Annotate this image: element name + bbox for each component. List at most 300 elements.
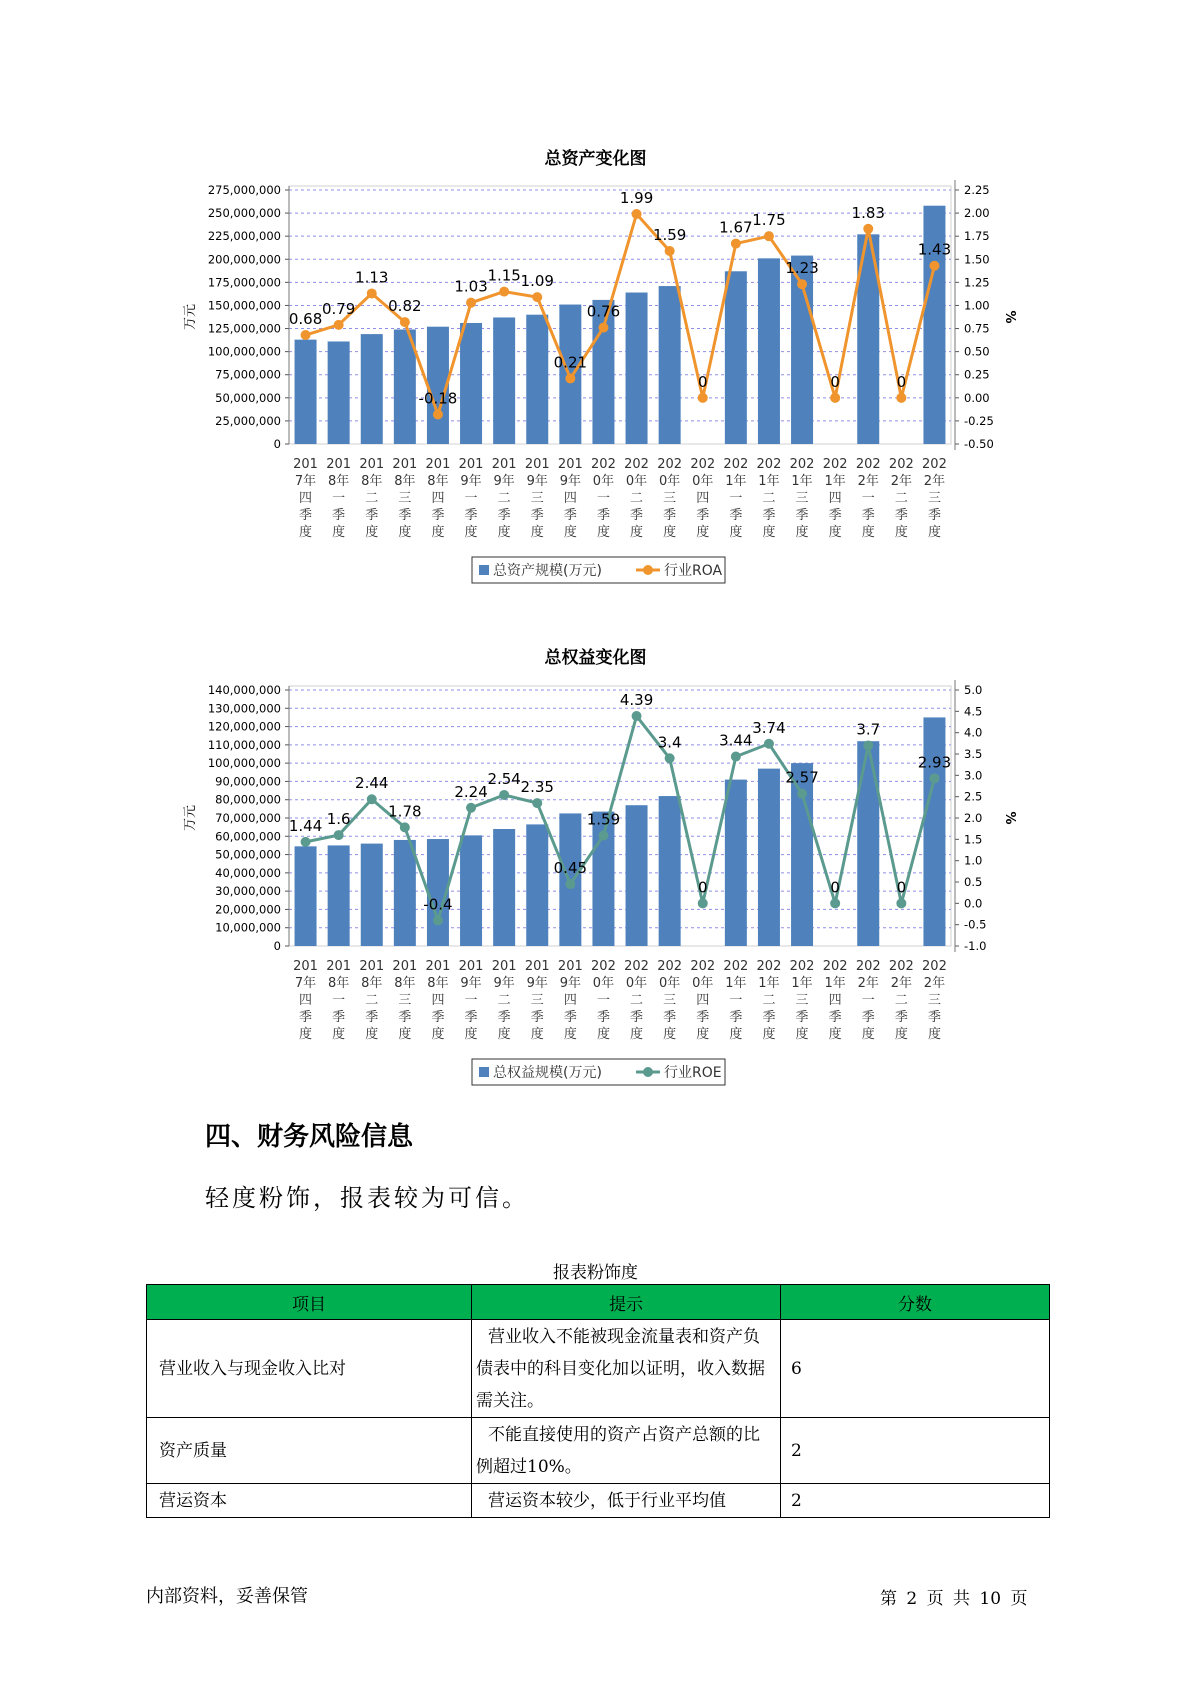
category-label: 二 [894, 491, 908, 506]
chart-title-equity: 总权益变化图 [544, 648, 647, 668]
category-label: 8年 [328, 976, 350, 991]
data-label: 1.75 [752, 211, 786, 230]
category-label: 2年 [857, 474, 879, 489]
bar [725, 271, 747, 444]
category-label: 季 [630, 1010, 644, 1025]
right-tick-label: 2.0 [964, 811, 983, 825]
data-label: 2.54 [487, 769, 521, 788]
category-label: 度 [630, 525, 644, 540]
chart-title-assets: 总资产变化图 [544, 149, 647, 169]
category-label: 三 [795, 491, 809, 506]
data-label: 1.09 [520, 272, 554, 291]
category-label: 202 [723, 457, 749, 472]
category-label: 度 [795, 1027, 809, 1042]
legend-line-label: 行业ROA [664, 563, 723, 579]
category-label: 三 [398, 491, 412, 506]
category-label: 季 [530, 1010, 544, 1025]
category-label: 季 [398, 1010, 412, 1025]
category-label: 度 [696, 525, 710, 540]
legend-bar-swatch [479, 1067, 489, 1077]
category-label: 0年 [659, 474, 681, 489]
category-label: 度 [927, 1027, 941, 1042]
category-label: 季 [365, 508, 379, 523]
legend-bar-label: 总权益规模(万元) [493, 1065, 602, 1081]
left-tick-label: 100,000,000 [207, 344, 281, 359]
category-label: 202 [690, 457, 716, 472]
total-equity-chart [0, 500, 1191, 1100]
right-axis-label: % [1002, 811, 1017, 825]
right-tick-label: 2.00 [964, 206, 990, 221]
category-label: 1年 [758, 474, 780, 489]
category-label: 季 [696, 1010, 710, 1025]
category-label: 度 [828, 525, 842, 540]
category-label: 季 [398, 508, 412, 523]
data-label: 1.23 [785, 259, 819, 278]
line-point [863, 224, 873, 234]
category-label: 季 [894, 1010, 908, 1025]
category-label: 8年 [427, 474, 449, 489]
category-label: 一 [464, 491, 478, 506]
left-tick-label: 60,000,000 [215, 829, 281, 844]
right-tick-label: 0.25 [964, 367, 990, 382]
row-item: 营运资本 [147, 1484, 472, 1518]
category-label: 201 [524, 959, 550, 974]
category-label: 度 [431, 525, 445, 540]
category-label: 季 [729, 1010, 743, 1025]
category-label: 四 [696, 491, 710, 506]
category-label: 度 [497, 1027, 511, 1042]
line-point [731, 752, 741, 762]
row-score: 2 [781, 1484, 1050, 1518]
data-label: 0 [830, 878, 840, 897]
bar [460, 835, 482, 946]
left-axis-label: 万元 [183, 804, 198, 832]
category-label: 9年 [526, 976, 548, 991]
category-label: 季 [927, 1010, 941, 1025]
category-label: 201 [359, 457, 385, 472]
data-label: 0.68 [288, 310, 323, 329]
data-label: 1.15 [487, 266, 521, 285]
category-label: 度 [861, 1027, 875, 1042]
category-label: 四 [828, 491, 842, 506]
line-point [565, 373, 575, 383]
bar [460, 323, 482, 444]
row-score: 6 [781, 1320, 1050, 1418]
line-point [698, 393, 708, 403]
category-label: 季 [861, 1010, 875, 1025]
left-tick-label: 10,000,000 [215, 920, 281, 935]
category-label: 度 [927, 525, 941, 540]
category-label: 季 [563, 508, 577, 523]
bar [592, 300, 614, 444]
category-label: 9年 [460, 976, 482, 991]
category-label: 9年 [460, 474, 482, 489]
right-tick-label: 1.50 [964, 252, 990, 267]
category-label: 二 [365, 993, 379, 1008]
category-label: 201 [293, 959, 318, 974]
bar [923, 717, 945, 946]
category-label: 1年 [725, 474, 747, 489]
category-label: 202 [822, 959, 848, 974]
category-label: 季 [894, 508, 908, 523]
left-tick-label: 20,000,000 [215, 902, 281, 917]
category-label: 201 [326, 959, 352, 974]
line-point [301, 330, 311, 340]
line-point [367, 794, 377, 804]
bar [361, 334, 383, 444]
category-label: 度 [464, 525, 478, 540]
category-label: 季 [497, 508, 511, 523]
category-label: 季 [299, 1010, 313, 1025]
right-tick-label: 2.5 [964, 789, 983, 804]
data-label: 1.83 [851, 203, 885, 222]
category-label: 201 [326, 457, 352, 472]
bar [857, 741, 879, 946]
category-label: 三 [927, 491, 941, 506]
right-tick-label: 3.0 [964, 768, 983, 783]
category-label: 一 [596, 993, 610, 1008]
line-point [929, 773, 939, 783]
line-point [565, 879, 575, 889]
left-tick-label: 140,000,000 [207, 683, 281, 697]
category-label: 8年 [394, 976, 416, 991]
right-tick-label: 1.0 [964, 853, 983, 868]
line-point [334, 830, 344, 840]
line-point [499, 287, 509, 297]
line-point [367, 288, 377, 298]
category-label: 202 [657, 457, 683, 472]
category-label: 202 [657, 959, 683, 974]
category-label: 二 [762, 993, 776, 1008]
category-label: 一 [729, 993, 743, 1008]
category-label: 二 [497, 491, 511, 506]
category-label: 201 [557, 457, 583, 472]
category-label: 202 [591, 959, 616, 974]
category-label: 度 [894, 525, 908, 540]
row-item: 资产质量 [147, 1418, 472, 1484]
line-point [863, 740, 873, 750]
line-point [665, 753, 675, 763]
line-point [731, 239, 741, 249]
data-label: 0.82 [388, 297, 422, 316]
right-tick-label: 0.00 [964, 390, 990, 405]
left-tick-label: 75,000,000 [215, 367, 281, 382]
category-label: 度 [431, 1027, 445, 1042]
category-label: 季 [795, 1010, 809, 1025]
left-tick-label: 90,000,000 [215, 774, 281, 789]
data-label: 3.4 [657, 733, 682, 752]
line-point [698, 898, 708, 908]
category-label: 度 [828, 1027, 842, 1042]
line-point [499, 790, 509, 800]
category-label: 1年 [758, 976, 780, 991]
category-label: 202 [789, 457, 815, 472]
data-label: 2.24 [454, 782, 488, 801]
risk-summary: 轻度粉饰，报表较为可信。 [205, 1184, 529, 1212]
category-label: 一 [861, 491, 875, 506]
category-label: 度 [696, 1027, 710, 1042]
footer-confidential: 内部资料，妥善保管 [146, 1586, 308, 1607]
legend-line-label: 行业ROE [664, 1065, 722, 1081]
left-tick-label: 150,000,000 [207, 298, 281, 313]
table-header-row [147, 1285, 1050, 1320]
category-label: 度 [663, 1027, 677, 1042]
right-tick-label: 1.5 [964, 832, 983, 847]
left-tick-label: 70,000,000 [215, 811, 281, 825]
category-label: 201 [425, 959, 451, 974]
data-label: 0 [697, 372, 708, 391]
right-tick-label: 0.50 [964, 344, 990, 359]
line-point [400, 317, 410, 327]
line-point [632, 711, 642, 721]
category-label: 季 [762, 1010, 776, 1025]
category-label: 度 [563, 1027, 577, 1042]
category-label: 四 [563, 993, 577, 1008]
category-label: 四 [299, 491, 313, 506]
category-label: 四 [431, 993, 445, 1008]
left-axis-label: 万元 [183, 303, 198, 331]
line-point [896, 898, 906, 908]
row-score: 2 [781, 1418, 1050, 1484]
category-label: 季 [365, 1010, 379, 1025]
data-label: 4.39 [619, 691, 654, 710]
category-label: 1年 [791, 474, 813, 489]
category-label: 0年 [659, 976, 681, 991]
category-label: 三 [663, 993, 677, 1008]
bar [659, 286, 681, 444]
category-label: 三 [927, 993, 941, 1008]
data-label: 1.13 [355, 268, 389, 287]
right-tick-label: -0.25 [964, 413, 994, 428]
category-label: 9年 [559, 474, 581, 489]
legend-bar-label: 总资产规模(万元) [493, 563, 602, 579]
left-tick-label: 175,000,000 [207, 275, 281, 290]
category-label: 度 [729, 525, 743, 540]
category-label: 季 [464, 1010, 478, 1025]
bar [626, 805, 648, 946]
category-label: 202 [822, 457, 848, 472]
left-tick-label: 50,000,000 [215, 390, 281, 405]
right-tick-label: 1.25 [964, 275, 990, 290]
category-label: 202 [855, 457, 881, 472]
category-label: 四 [299, 993, 313, 1008]
category-label: 三 [663, 491, 677, 506]
left-tick-label: 30,000,000 [215, 884, 281, 899]
category-label: 8年 [394, 474, 416, 489]
data-label: 1.59 [652, 225, 687, 244]
category-label: 0年 [625, 474, 648, 489]
footer-page-number: 第 2 页 共 10 页 [880, 1589, 1028, 1609]
category-label: 201 [392, 959, 418, 974]
data-label: -0.18 [418, 389, 458, 408]
left-tick-label: 40,000,000 [215, 865, 281, 880]
category-label: 度 [464, 1027, 478, 1042]
table-row [147, 1418, 1050, 1484]
data-label: 0 [896, 878, 907, 897]
category-label: 202 [855, 959, 881, 974]
line-point [433, 409, 443, 419]
category-label: 201 [359, 959, 385, 974]
data-label: 2.44 [355, 774, 389, 793]
category-label: 度 [332, 1027, 346, 1042]
bar [526, 824, 548, 946]
left-tick-label: 120,000,000 [207, 719, 281, 734]
data-label: 0 [830, 372, 840, 391]
category-label: 2年 [890, 474, 912, 489]
category-label: 三 [398, 993, 412, 1008]
category-label: 0年 [592, 976, 615, 991]
data-label: 0 [697, 878, 708, 897]
category-label: 202 [922, 959, 947, 974]
category-label: 9年 [559, 976, 581, 991]
category-label: 季 [464, 508, 478, 523]
data-label: 2.57 [785, 768, 819, 787]
right-tick-label: 5.0 [964, 683, 983, 697]
bar [626, 293, 648, 444]
category-label: 201 [425, 457, 451, 472]
data-label: 1.59 [586, 810, 621, 829]
left-tick-label: 200,000,000 [207, 252, 281, 267]
right-axis-label: % [1002, 310, 1017, 324]
category-label: 202 [922, 457, 947, 472]
category-label: 7年 [294, 976, 317, 991]
category-label: 季 [332, 1010, 346, 1025]
right-tick-label: -0.5 [964, 917, 987, 932]
category-label: 度 [530, 1027, 544, 1042]
data-label: 3.44 [719, 731, 753, 750]
category-label: 季 [861, 508, 875, 523]
data-label: 0.76 [586, 302, 621, 321]
whitewash-table [146, 1284, 1050, 1518]
line-point [764, 739, 774, 749]
category-label: 202 [690, 959, 716, 974]
bar [526, 315, 548, 444]
category-label: 度 [762, 1027, 776, 1042]
category-label: 度 [365, 1027, 379, 1042]
category-label: 2年 [890, 976, 912, 991]
category-label: 一 [332, 993, 346, 1008]
right-tick-label: 0.5 [964, 875, 983, 889]
legend-line-marker [643, 1067, 653, 1077]
category-label: 2年 [857, 976, 879, 991]
data-label: 1.78 [388, 802, 422, 821]
data-label: 1.03 [454, 277, 488, 296]
category-label: 7年 [294, 474, 317, 489]
category-label: 度 [596, 525, 610, 540]
category-label: 8年 [328, 474, 350, 489]
category-label: 1年 [725, 976, 747, 991]
bar [394, 840, 416, 946]
category-label: 季 [431, 508, 445, 523]
category-label: 季 [596, 508, 610, 523]
line-point [632, 209, 642, 219]
category-label: 1年 [824, 976, 846, 991]
category-label: 一 [729, 491, 743, 506]
category-label: 一 [332, 491, 346, 506]
line-point [532, 798, 542, 808]
category-label: 8年 [427, 976, 449, 991]
category-label: 度 [530, 525, 544, 540]
left-tick-label: 275,000,000 [207, 183, 281, 197]
left-tick-label: 100,000,000 [207, 756, 281, 771]
data-label: 1.67 [719, 218, 753, 237]
category-label: 季 [630, 508, 644, 523]
bar [295, 340, 317, 444]
category-label: 季 [663, 1010, 677, 1025]
category-label: 二 [497, 993, 511, 1008]
category-label: 一 [861, 993, 875, 1008]
right-tick-label: 0.75 [964, 321, 990, 336]
row-hint: 营业收入不能被现金流量表和资产负债表中的科目变化加以证明，收入数据需关注。 [472, 1320, 781, 1418]
category-label: 度 [332, 525, 346, 540]
category-label: 季 [299, 508, 313, 523]
table-row [147, 1484, 1050, 1518]
data-label: 1.99 [619, 189, 654, 208]
line-point [665, 246, 675, 256]
category-label: 1年 [791, 976, 813, 991]
left-tick-label: 0 [273, 939, 281, 953]
bar [493, 829, 515, 946]
bar [725, 780, 747, 946]
category-label: 四 [431, 491, 445, 506]
category-label: 四 [696, 993, 710, 1008]
category-label: 二 [630, 993, 644, 1008]
category-label: 季 [530, 508, 544, 523]
category-label: 四 [828, 993, 842, 1008]
category-label: 201 [524, 457, 550, 472]
category-label: 8年 [361, 976, 383, 991]
bar [361, 844, 383, 946]
right-tick-label: 2.25 [964, 183, 990, 197]
category-label: 四 [563, 491, 577, 506]
table-caption: 报表粉饰度 [553, 1263, 638, 1283]
category-label: 三 [795, 993, 809, 1008]
category-label: 201 [458, 457, 484, 472]
category-label: 二 [762, 491, 776, 506]
data-label: 1.6 [326, 810, 351, 829]
category-label: 201 [491, 457, 517, 472]
bar [328, 341, 350, 444]
line-point [598, 830, 608, 840]
category-label: 季 [828, 1010, 842, 1025]
right-tick-label: 4.0 [964, 725, 983, 740]
category-label: 度 [299, 1027, 313, 1042]
row-hint: 不能直接使用的资产占资产总额的比例超过10%。 [472, 1418, 781, 1484]
category-label: 二 [894, 993, 908, 1008]
category-label: 度 [762, 525, 776, 540]
bar [758, 258, 780, 444]
line-point [764, 231, 774, 241]
data-label: 2.35 [520, 778, 554, 797]
category-label: 季 [828, 508, 842, 523]
category-label: 201 [392, 457, 418, 472]
left-tick-label: 80,000,000 [215, 792, 281, 807]
category-label: 季 [663, 508, 677, 523]
line-point [797, 789, 807, 799]
left-tick-label: 25,000,000 [215, 413, 281, 428]
table-row [147, 1320, 1050, 1418]
category-label: 201 [293, 457, 318, 472]
bar [328, 845, 350, 946]
category-label: 季 [795, 508, 809, 523]
category-label: 季 [563, 1010, 577, 1025]
category-label: 度 [497, 525, 511, 540]
category-label: 季 [696, 508, 710, 523]
category-label: 度 [795, 525, 809, 540]
right-tick-label: 1.75 [964, 229, 990, 244]
category-label: 9年 [493, 976, 515, 991]
line-point [400, 822, 410, 832]
